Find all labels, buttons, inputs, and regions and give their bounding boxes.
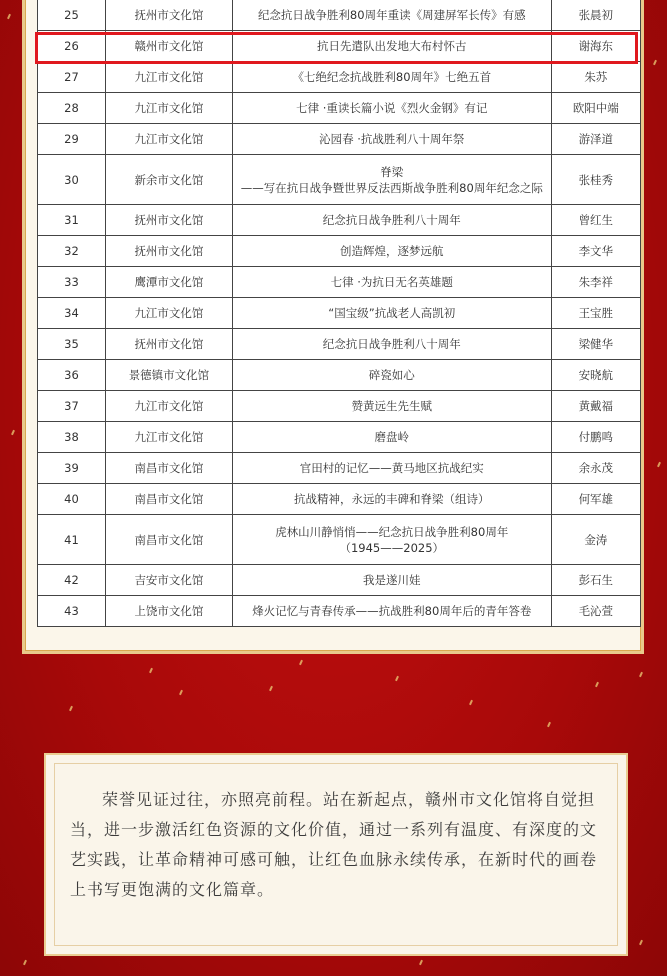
- row-author: 安晓航: [551, 360, 640, 391]
- row-number: 27: [38, 62, 106, 93]
- table-row: [38, 124, 641, 155]
- row-number: 31: [38, 205, 106, 236]
- row-number: 39: [38, 453, 106, 484]
- row-work-title: [232, 155, 551, 205]
- row-number: 28: [38, 93, 106, 124]
- work-subtitle-text: ——写在抗日战争暨世界反法西斯战争胜利80周年纪念之际: [240, 180, 543, 195]
- row-work-title: [232, 422, 551, 453]
- work-title-text: 碎瓷如心: [368, 368, 415, 382]
- row-author: 付鹏鸣: [551, 422, 640, 453]
- work-title-text: 烽火记忆与青春传承——抗战胜利80周年后的青年答卷: [252, 604, 532, 618]
- row-work-title: [232, 0, 551, 31]
- row-author: 毛沁萱: [551, 596, 640, 627]
- work-title-text: 沁园春 ·抗战胜利八十周年祭: [319, 132, 465, 146]
- work-title-text: 抗战精神，永远的丰碑和脊梁（组诗）: [294, 492, 490, 506]
- row-author: 曾红生: [551, 205, 640, 236]
- row-organization: 九江市文化馆: [106, 298, 233, 329]
- row-author: 黄戴福: [551, 391, 640, 422]
- row-organization: 吉安市文化馆: [106, 565, 233, 596]
- table-row: [38, 391, 641, 422]
- row-work-title: [232, 205, 551, 236]
- work-title-text: 七律 ·重读长篇小说《烈火金钢》有记: [296, 101, 488, 115]
- work-title-text: 我是遂川娃: [363, 573, 421, 587]
- row-author: 彭石生: [551, 565, 640, 596]
- row-number: 33: [38, 267, 106, 298]
- table-row: [38, 62, 641, 93]
- row-number: 32: [38, 236, 106, 267]
- row-work-title: [232, 93, 551, 124]
- row-author: 梁健华: [551, 329, 640, 360]
- table-row: [38, 31, 641, 62]
- row-work-title: [232, 484, 551, 515]
- work-title-text: 纪念抗日战争胜利80周年重读《周建屏军长传》有感: [257, 8, 526, 22]
- row-number: 41: [38, 515, 106, 565]
- row-number: 38: [38, 422, 106, 453]
- row-organization: 鹰潭市文化馆: [106, 267, 233, 298]
- row-author: 朱李祥: [551, 267, 640, 298]
- table-row: [38, 267, 641, 298]
- table-row: [38, 93, 641, 124]
- row-author: 何军雄: [551, 484, 640, 515]
- row-number: 40: [38, 484, 106, 515]
- table-row: [38, 205, 641, 236]
- row-work-title: [232, 360, 551, 391]
- row-author: 李文华: [551, 236, 640, 267]
- row-organization: 九江市文化馆: [106, 422, 233, 453]
- row-work-title: [232, 62, 551, 93]
- row-number: 36: [38, 360, 106, 391]
- table-row: [38, 565, 641, 596]
- table-row: [38, 0, 641, 31]
- work-title-text: 虎林山川静悄悄——纪念抗日战争胜利80周年: [275, 524, 509, 539]
- work-title-text: 官田村的记忆——黄马地区抗战纪实: [299, 461, 484, 475]
- row-work-title: [232, 596, 551, 627]
- row-number: 34: [38, 298, 106, 329]
- row-organization: 抚州市文化馆: [106, 205, 233, 236]
- row-organization: 南昌市文化馆: [106, 515, 233, 565]
- closing-text-card: [44, 753, 628, 956]
- row-organization: 抚州市文化馆: [106, 0, 233, 31]
- closing-paragraph: 荣誉见证过往，亦照亮前程。站在新起点，赣州市文化馆将自觉担当，进一步激活红色资源的文化价值，通过一系列有温度、有深度的文艺实践，让革命精神可感可触，让红色血脉永续传承，在新时代的画卷上书写更饱满的文化篇章。: [70, 790, 598, 899]
- table-row: [38, 360, 641, 391]
- table-row: [38, 155, 641, 205]
- row-author: 张桂秀: [551, 155, 640, 205]
- row-work-title: [232, 515, 551, 565]
- row-organization: 上饶市文化馆: [106, 596, 233, 627]
- row-organization: 抚州市文化馆: [106, 329, 233, 360]
- work-title-text: 纪念抗日战争胜利八十周年: [322, 337, 461, 351]
- work-subtitle-text: （1945——2025）: [339, 540, 445, 555]
- row-work-title: [232, 236, 551, 267]
- table-row: [38, 298, 641, 329]
- row-number: 35: [38, 329, 106, 360]
- row-author: 欧阳中端: [551, 93, 640, 124]
- row-work-title: [232, 565, 551, 596]
- work-title-text: 磨盘岭: [374, 430, 410, 444]
- row-work-title: [232, 391, 551, 422]
- row-author: 金涛: [551, 515, 640, 565]
- row-organization: 南昌市文化馆: [106, 453, 233, 484]
- row-number: 30: [38, 155, 106, 205]
- table-row: [38, 515, 641, 565]
- row-organization: 九江市文化馆: [106, 93, 233, 124]
- row-author: 张晨初: [551, 0, 640, 31]
- row-organization: 九江市文化馆: [106, 62, 233, 93]
- row-author: 王宝胜: [551, 298, 640, 329]
- row-work-title: [232, 298, 551, 329]
- row-organization: 新余市文化馆: [106, 155, 233, 205]
- row-organization: 景德镇市文化馆: [106, 360, 233, 391]
- row-author: 朱苏: [551, 62, 640, 93]
- row-number: 26: [38, 31, 106, 62]
- row-author: 游泽道: [551, 124, 640, 155]
- row-number: 42: [38, 565, 106, 596]
- row-work-title: [232, 453, 551, 484]
- table-row: [38, 484, 641, 515]
- row-organization: 九江市文化馆: [106, 124, 233, 155]
- row-organization: 南昌市文化馆: [106, 484, 233, 515]
- table-row: [38, 329, 641, 360]
- row-work-title: [232, 124, 551, 155]
- row-author: 余永茂: [551, 453, 640, 484]
- row-work-title: [232, 329, 551, 360]
- work-title-text: 七律 ·为抗日无名英雄题: [330, 275, 453, 289]
- row-number: 25: [38, 0, 106, 31]
- table-row: [38, 236, 641, 267]
- table-row: [38, 596, 641, 627]
- work-title-text: 《七绝纪念抗战胜利80周年》七绝五首: [292, 70, 492, 84]
- row-organization: 九江市文化馆: [106, 391, 233, 422]
- row-author: 谢海东: [551, 31, 640, 62]
- row-organization: 抚州市文化馆: [106, 236, 233, 267]
- row-work-title: [232, 267, 551, 298]
- row-number: 37: [38, 391, 106, 422]
- row-number: 43: [38, 596, 106, 627]
- row-organization: 赣州市文化馆: [106, 31, 233, 62]
- results-table-card: [22, 0, 644, 654]
- work-title-text: 创造辉煌，逐梦远航: [340, 244, 444, 258]
- table-row: [38, 453, 641, 484]
- work-title-text: “国宝级”抗战老人高凯初: [328, 306, 456, 320]
- results-table: [37, 0, 641, 627]
- work-title-text: 脊梁: [380, 164, 404, 179]
- row-work-title: [232, 31, 551, 62]
- table-row: [38, 422, 641, 453]
- row-number: 29: [38, 124, 106, 155]
- work-title-text: 赞黄远生先生赋: [351, 399, 433, 413]
- work-title-text: 抗日先遣队出发地大布村怀古: [317, 39, 467, 53]
- work-title-text: 纪念抗日战争胜利八十周年: [322, 213, 461, 227]
